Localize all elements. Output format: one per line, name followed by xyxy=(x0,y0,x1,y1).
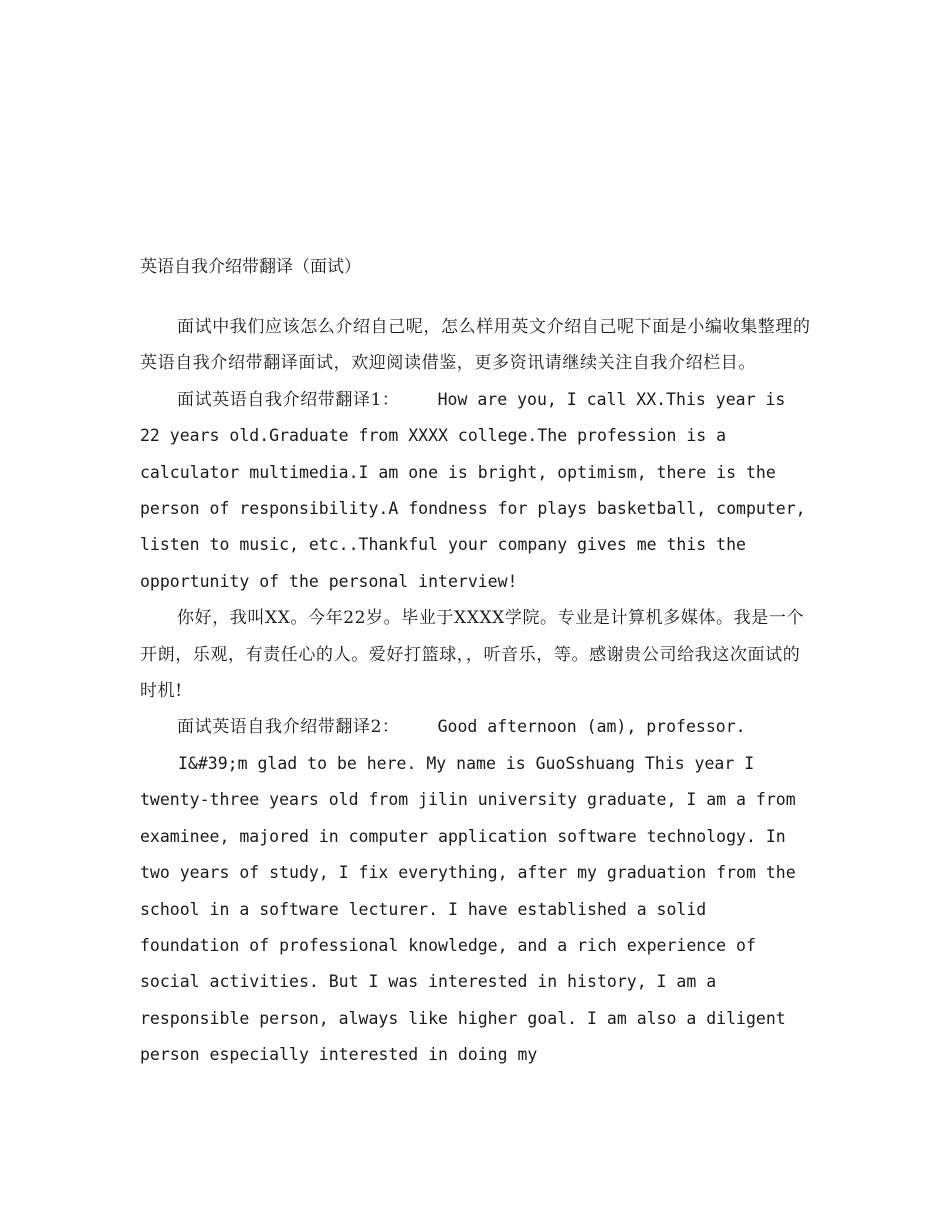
sample2-english-body: I&#39;m glad to be here. My name is GuoSshuang This year I twenty-three years old from jilin university graduate, I am a from examinee, majored in computer application software technology. In two years of study, I fix everything, after my graduation from the school in a software lecturer. I have established a solid foundation of professional knowledge, and a rich experience of social activities. But I was interested in history, I am a responsible person, always like higher goal. I am also a diligent person especially interested in doing my xyxy=(140,753,796,1065)
document-title: 英语自我介绍带翻译（面试） xyxy=(140,257,361,277)
sample1-english: How are you, I call XX.This year is 22 years old.Graduate from XXXX college.The profession is a calculator multimedia.I am one is bright, optimism, there is the person of responsibility.A fondness for plays basketball, computer, listen to music, etc..Thankful your company gives me this the opportunity of the personal interview! xyxy=(140,389,806,591)
sample2-english-body-wrapper xyxy=(140,746,812,1074)
sample2-heading-line xyxy=(140,709,812,745)
document-body xyxy=(140,253,812,1074)
intro-paragraph: 面试中我们应该怎么介绍自己呢，怎么样用英文介绍自己呢下面是小编收集整理的英语自我介绍带翻译面试，欢迎阅读借鉴，更多资讯请继续关注自我介绍栏目。 xyxy=(140,317,811,374)
sample2-heading: 面试英语自我介绍带翻译2： xyxy=(177,717,400,738)
sample1-chinese: 你好，我叫XX。今年22岁。毕业于XXXX学院。专业是计算机多媒体。我是一个开朗，乐观，有责任心的人。爱好打篮球，，听音乐，等。感谢贵公司给我这次面试的时机! xyxy=(140,608,805,702)
sample1-paragraph xyxy=(140,382,812,600)
sample1-heading: 面试英语自我介绍带翻译1： xyxy=(177,389,400,410)
sample2-english-first: Good afternoon (am), professor. xyxy=(437,717,746,737)
